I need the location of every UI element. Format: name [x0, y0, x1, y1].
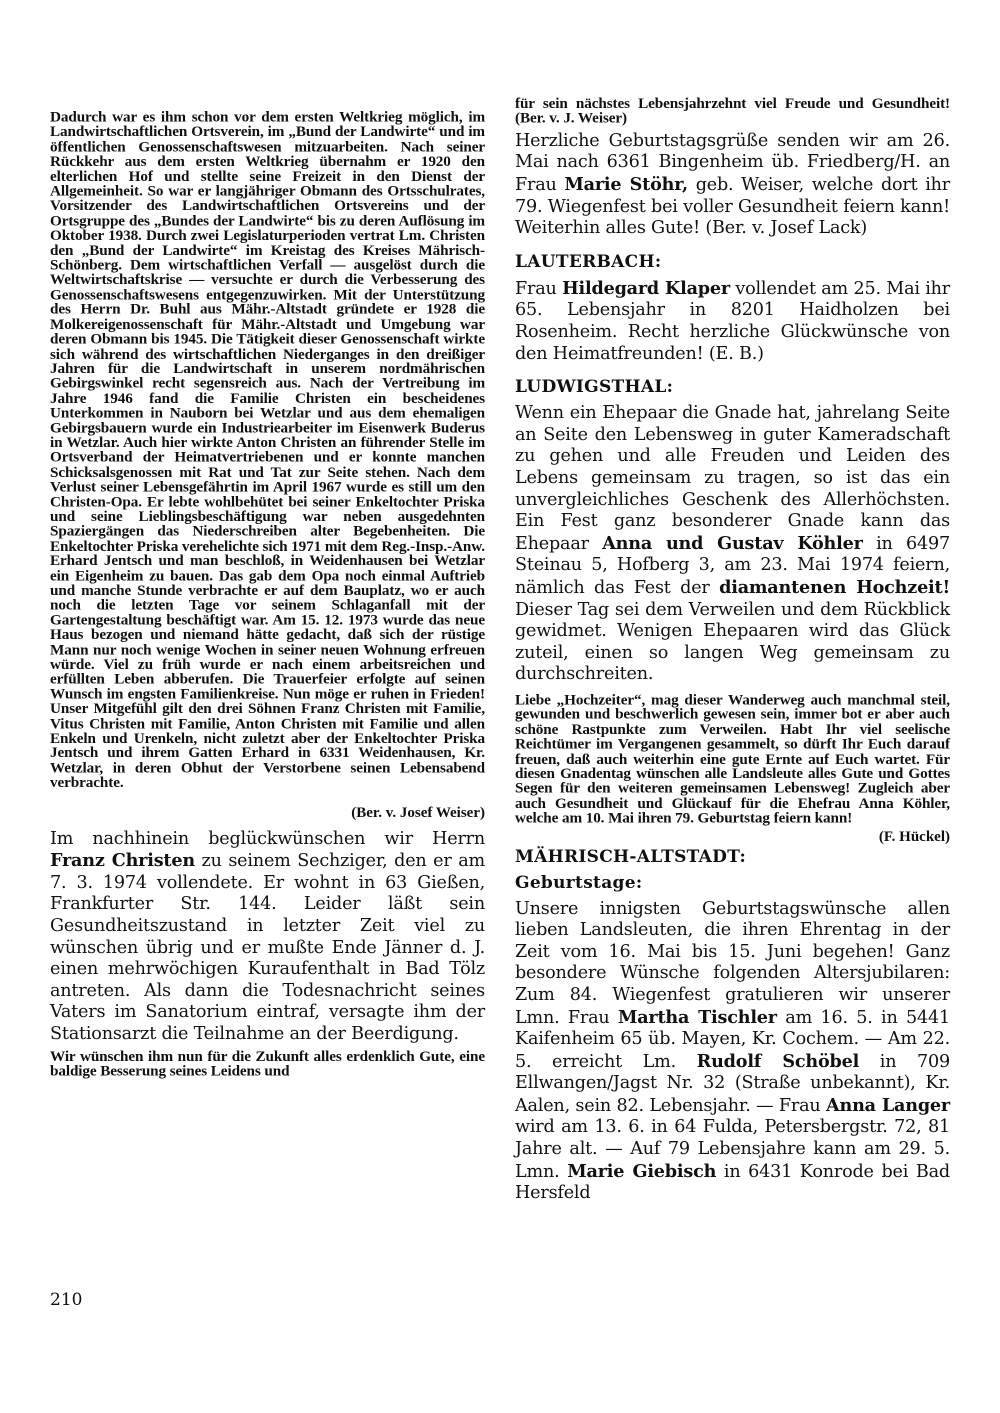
ludwigsthal-text-a: Wenn ein Ehepaar die Gnade hat, jahrelang Seite an Seite den Lebensweg in guter Kameradschaft zu gehen und alle Freuden und Leiden des Lebens gemeinsam zu tragen, so ist das ein unvergleichliches Geschenk des Allerhöchsten. Ein Fest ganz besonderer Gnade kann das Ehepaar [515, 403, 950, 554]
jubilar-name-2: Rudolf Schöbel [696, 1050, 860, 1072]
jubilar-name-4: Marie Giebisch [567, 1160, 717, 1182]
section-heading-lauterbach: LAUTERBACH: [515, 251, 662, 272]
right-column [515, 96, 950, 1205]
franz-christen-paragraph [50, 829, 485, 1046]
stoehr-rest: geb. Weiser, welche dort ihr 79. Wiegenfest bei voller Gesundheit feiern kann! Weiterhin alles Gute! (Ber. v. Josef Lack) [515, 175, 950, 239]
franz-intro: Im nachhinein beglückwünschen wir Herrn [50, 828, 485, 849]
ludwigsthal-paragraph [515, 403, 950, 686]
obituary-signature: (Ber. v. Josef Weiser) [351, 804, 485, 821]
left-column [50, 96, 485, 1079]
lauterbach-name: Hildegard Klaper [562, 277, 730, 299]
geburtstage-text-3: in 709 Ellwangen/Jagst Nr. 32 (Straße unbekannt), Kr. Aalen, sein 82. Lebensjahr. — Frau [515, 1051, 950, 1116]
section-heading-ludwigsthal: LUDWIGSTHAL: [515, 377, 674, 398]
wishes-paragraph: Wir wünschen ihm nun für die Zukunft alles erdenklich Gute, eine baldige Besserung seines Leidens und [50, 1048, 485, 1080]
lauterbach-paragraph [515, 278, 950, 365]
stoehr-paragraph [515, 131, 950, 240]
ludwigsthal-text-c: Dieser Tag sei dem Verweilen und dem Rückblick gewidmet. Wenigen Ehepaaren wird das Glück zuteil, einen so langen Weg gemeinsam zu durchschreiten. [515, 599, 950, 685]
obituary-paragraph: Dadurch war es ihm schon vor dem ersten Weltkrieg möglich, im Landwirtschaftlichen Ortsverein, im „Bund der Landwirte“ und im öffentlichen Genossenschaftswesen mitzuarbeiten. Nach seiner Rückkehr aus dem ersten Weltkrieg übernahm er 1920 den elterlichen Hof und stellte seine Freizeit in den Dienst der Allgemeinheit. So war er langjähriger Obmann des Ortsschulrates, Vorsitzender des Landwirtschaftlichen Ortsvereins und der Ortsgruppe des „Bundes der Landwirte“ bis zu deren Auflösung im Oktober 1938. Durch zwei Legislaturperioden vertrat Lm. Christen den „Bund der Landwirte“ im Kreistag des Kreises Mährisch-Schönberg. Dem wirtschaftlichen Verfall — ausgelöst durch die Weltwirtschaftskrise — versuchte er durch die Verbesserung des Genossenschaftswesens entgegenzuwirken. Mit der Unterstützung des Herrn Dr. Buhl aus Mähr.-Altstadt gründete er 1928 die Molkereigenossenschaft für Mähr.-Altstadt und Umgebung war deren Obmann bis 1945. Die Tätigkeit dieser Genossenschaft wirkte sich während des wirtschaftlichen Niederganges in den dreißiger Jahren für die Landwirtschaft in unserem nordmährischen Gebirgswinkel recht segensreich aus. Nach der Vertreibung im Jahre 1946 fand die Familie Christen ein bescheidenes Unterkommen in Nauborn bei Wetzlar und aus dem ehemaligen Gebirgsbauern wurde ein Industriearbeiter im Eisenwerk Buderus in Wetzlar. Auch hier wirkte Anton Christen an führender Stelle im Ortsverband der Heimatvertriebenen und er konnte manchen Schicksalsgenossen mit Rat und Tat zur Seite stehen. Nach dem Verlust seiner Lebensgefährtin im April 1967 wurde es still um den Christen-Opa. Er lebte wohlbehütet bei seiner Enkeltochter Priska und seine Lieblingsbeschäftigung war neben ausgedehnten Spaziergängen das Niederschreiben alter Begebenheiten. Die Enkeltochter Priska verehelichte sich 1971 mit dem Reg.-Insp.-Anw. Erhard Jentsch und man beschloß, in Weidenhausen bei Wetzlar ein Eigenheim zu bauen. Das gab dem Opa noch einmal Auftrieb und manche Stunde verbrachte er auf dem Bauplatz, wo er auch noch die letzten Tage vor seinem Schlaganfall mit der Gartengestaltung beschäftigt war. Am 15. 12. 1973 wurde das neue Haus bezogen und niemand hätte gedacht, daß sich der rüstige Mann nur noch wenige Wochen in seiner neuen Wohnung erfreuen würde. Viel zu früh wurde er nach einem arbeitsreichen und erfüllten Leben abberufen. Die Trauerfeier erfolgte auf seinen Wunsch im engsten Familienkreise. Nun möge er ruhen in Frieden! Unser Mitgefühl gilt den drei Söhnen Franz Christen mit Familie, Vitus Christen mit Familie, Anton Christen mit Familie und allen Enkeln und Urenkeln, nicht zuletzt aber der Enkeltochter Priska Jentsch und ihrem Gatten Erhard in 6331 Weidenhausen, Kr. Wetzlar, in deren Obhut der Verstorbene seinen Lebensabend verbrachte. [50, 109, 485, 792]
jubilar-name-3: Anna Langer [826, 1094, 950, 1116]
ludwigsthal-small-paragraph: Liebe „Hochzeiter“, mag dieser Wanderweg auch manchmal steil, gewunden und beschwerlich gewesen sein, immer bot er aber auch schöne Rastpunkte zum Verweilen. Habt Ihr viel seelische Reichtümer im Vergangenen gesammelt, so dürft Ihr Euch darauf freuen, daß auch weiterhin eine gute Ernte auf Euch wartet. Für diesen Gnadentag wünschen alle Landsleute alles Gute und Gottes Segen für den weiteren gemeinsamen Lebensweg! Zugleich aber auch Gesundheit und Glückauf für die Ehefrau Anna Köhler, welche am 10. Mai ihren 79. Geburtstag feiern kann! [515, 691, 950, 827]
lauterbach-rest: vollendet am 25. Mai ihr 65. Lebensjahr in 8201 Haidholzen bei Rosenheim. Recht herzliche Glückwünsche von den Heimatfreunden! (E. B.) [515, 278, 950, 364]
stoehr-intro: Herzliche Geburtstagsgrüße senden wir am 26. Mai nach 6361 Bingenheim üb. Friedberg/H. an Frau [515, 130, 950, 195]
franz-name: Franz Christen [50, 850, 195, 872]
lauterbach-intro: Frau [515, 278, 557, 299]
stoehr-name: Marie Stöhr, [564, 174, 688, 195]
geburtstage-text-5: in 6431 Konrode bei Bad Hersfeld [515, 1161, 950, 1204]
section-heading-maehrisch-altstadt: MÄHRISCH-ALTSTADT: [515, 846, 747, 867]
continuation-paragraph: für sein nächstes Lebensjahrzehnt viel Freude und Gesundheit! (Ber. v. J. Weiser) [515, 95, 950, 127]
jubilar-name-1: Martha Tischler [617, 1006, 777, 1028]
ludwigsthal-names: Anna und Gustav Köhler [602, 532, 863, 554]
ludwigsthal-signature: (F. Hückel) [878, 828, 950, 845]
page-number: 210 [50, 1290, 83, 1310]
subheading-geburtstage: Geburtstage: [515, 872, 643, 893]
geburtstage-text-4: wird am 13. 6. in 64 Fulda, Petersbergstr. 72, 81 Jahre alt. — Auf 79 Lebensjahre kann am 29. 5. Lmn. [515, 1117, 950, 1182]
ludwigsthal-text-b: in 6497 Steinau 5, Hofberg 3, am 23. Mai 1974 feiern, nämlich das Fest der [515, 533, 950, 598]
ludwigsthal-bold: diamantenen Hochzeit! [719, 576, 950, 598]
geburtstage-text-1: Unsere innigsten Geburtstagswünsche allen lieben Landsleuten, die ihren Ehrentag in der Zeit vom 16. Mai bis 15. Juni begehen! Ganz besondere Wünsche folgenden Altersjubilaren: Zum 84. Wiegenfest gratulieren wir unserer Lmn. Frau [515, 898, 950, 1028]
franz-rest: zu seinem Sechziger, den er am 7. 3. 1974 vollendete. Er wohnt in 63 Gießen, Frankfurter Str. 144. Leider läßt sein Gesundheitszustand in letzter Zeit viel zu wünschen übrig und er mußte Ende Jänner d. J. einen mehrwöchigen Kuraufenthalt in Bad Tölz antreten. Als dann die Todesnachricht seines Vaters im Sanatorium eintraf, versagte ihm der Stationsarzt die Teilnahme an der Beerdigung. [50, 851, 485, 1045]
geburtstage-text-2: am 16. 5. in 5441 Kaifenheim 65 üb. Mayen, Kr. Cochem. — Am 22. 5. erreicht Lm. [515, 1007, 950, 1072]
geburtstage-paragraph [515, 899, 950, 1205]
